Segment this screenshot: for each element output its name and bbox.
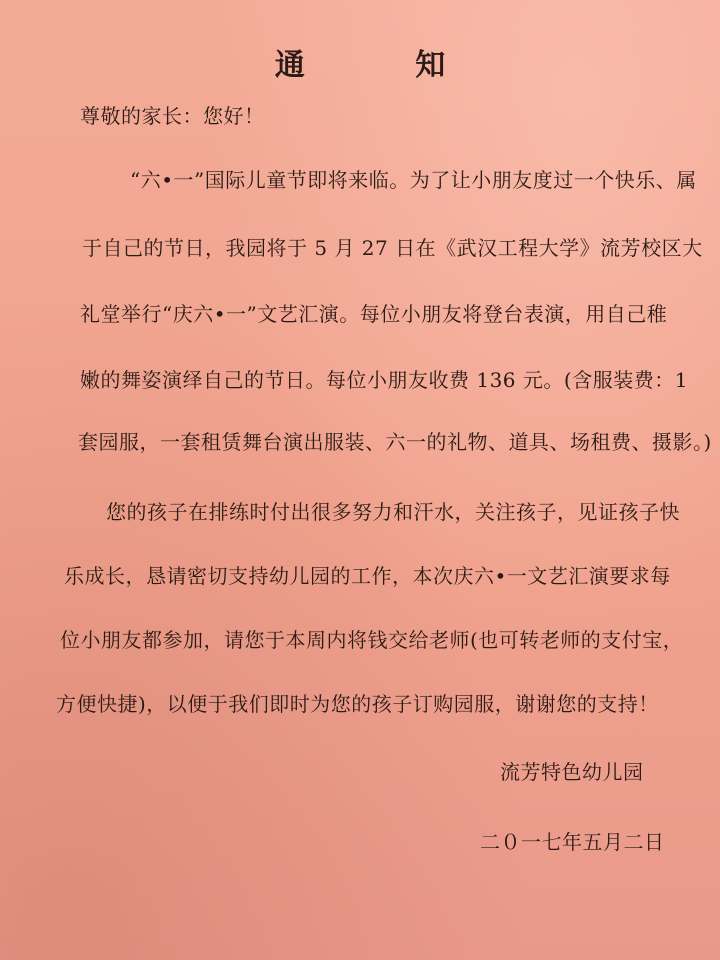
notice-title: 通 知	[274, 48, 496, 83]
paragraph1-line: “六•一”国际儿童节即将来临。为了让小朋友度过一个快乐、属	[130, 168, 697, 192]
paragraph2-line: 您的孩子在排练时付出很多努力和汗水，关注孩子，见证孩子快	[106, 500, 680, 524]
paragraph1-line: 套园服，一套租赁舞台演出服装、六一的礼物、道具、场租费、摄影。)	[78, 430, 712, 454]
signature: 流芳特色幼儿园	[500, 760, 644, 784]
paragraph1-line: 嫩的舞姿演绎自己的节日。每位小朋友收费 136 元。(含服装费：1	[80, 368, 688, 392]
paragraph2-line: 方便快捷)，以便于我们即时为您的孩子订购园服，谢谢您的支持！	[56, 692, 659, 716]
greeting: 尊敬的家长：您好！	[80, 104, 265, 128]
paragraph2-line: 乐成长，恳请密切支持幼儿园的工作，本次庆六•一文艺汇演要求每	[64, 564, 671, 588]
paragraph1-line: 于自己的节日，我园将于 5 月 27 日在《武汉工程大学》流芳校区大	[82, 236, 703, 260]
date: 二０一七年五月二日	[480, 830, 665, 854]
paragraph2-line: 位小朋友都参加，请您于本周内将钱交给老师(也可转老师的支付宝，	[60, 628, 684, 652]
paragraph1-line: 礼堂举行“庆六•一”文艺汇演。每位小朋友将登台表演，用自己稚	[80, 302, 668, 326]
